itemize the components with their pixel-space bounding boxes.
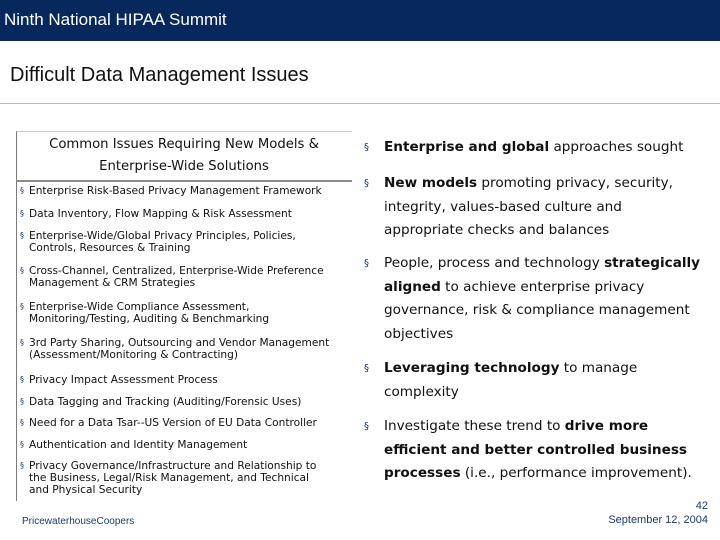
body-text: (i.e., performance improvement). [460, 465, 692, 481]
left-list-item-text: Cross-Channel, Centralized, Enterprise-Wide Preference Management & CRM Strategies [29, 265, 324, 289]
emphasis-text: New models [384, 175, 478, 191]
left-list-item [20, 301, 356, 325]
left-list-item [20, 396, 356, 408]
bullet-icon: § [364, 421, 369, 432]
left-list-item [20, 208, 356, 220]
bullet-icon: § [20, 302, 24, 311]
right-list-item [364, 172, 714, 243]
right-list-item [364, 136, 714, 160]
left-list-item-text: Enterprise-Wide/Global Privacy Principles, Policies, Controls, Resources & Training [29, 230, 296, 254]
body-text: People, process and technology [384, 255, 605, 271]
left-list-item-text: Data Inventory, Flow Mapping & Risk Assessment [29, 208, 292, 220]
right-list-item-text [364, 357, 714, 404]
bullet-icon: § [364, 258, 369, 269]
body-text: Investigate these trend to [384, 418, 565, 434]
emphasis-text: strategically aligned [384, 255, 701, 295]
body-text: to manage complexity [384, 360, 638, 400]
left-panel-heading: Common Issues Requiring New Models & Enterprise-Wide Solutions [49, 137, 319, 174]
left-list-item [20, 460, 356, 496]
page-number: 42 [695, 500, 708, 512]
left-list-item [20, 230, 356, 254]
left-list-item-text: Privacy Governance/Infrastructure and Relationship to the Business, Legal/Risk Management, and Technical and Physical Security [29, 460, 317, 496]
right-list-item-text [364, 136, 714, 160]
left-list-item [20, 417, 356, 429]
header-bar [0, 0, 720, 41]
bullet-icon: § [364, 363, 369, 374]
title-divider [0, 103, 720, 104]
company-logo-text: PricewaterhouseCoopers [22, 516, 135, 527]
bullet-icon: § [20, 461, 24, 470]
left-list-item [20, 439, 356, 451]
emphasis-text: Leveraging technology [384, 360, 560, 376]
bullet-icon: § [364, 178, 369, 189]
bullet-icon: § [20, 397, 24, 406]
left-list-item-text: 3rd Party Sharing, Outsourcing and Vendor Management (Assessment/Monitoring & Contracting) [29, 337, 330, 361]
left-list-item-text: Enterprise-Wide Compliance Assessment, Monitoring/Testing, Auditing & Benchmarking [29, 301, 270, 325]
bullet-icon: § [364, 142, 369, 153]
bullet-icon: § [20, 440, 24, 449]
left-list-item [20, 374, 356, 386]
right-list-item-text [364, 415, 714, 486]
right-list-item-text [364, 172, 714, 243]
emphasis-text: Enterprise and global [384, 139, 550, 155]
body-text: promoting privacy, security, integrity, values-based culture and appropriate checks and balances [384, 175, 674, 238]
left-list-item-text: Authentication and Identity Management [29, 439, 248, 451]
left-list-item [20, 337, 356, 361]
bullet-icon: § [20, 266, 24, 275]
footer-info [608, 499, 708, 527]
header-title: Ninth National HIPAA Summit [4, 10, 227, 29]
emphasis-text: drive more efficient and better controlled business processes [384, 418, 687, 481]
bullet-icon: § [20, 209, 24, 218]
body-text: approaches sought [549, 139, 684, 155]
right-list-item [364, 252, 714, 346]
left-list-item-text: Need for a Data Tsar--US Version of EU Data Controller [29, 417, 317, 429]
left-list-item-text: Privacy Impact Assessment Process [29, 374, 218, 386]
bullet-icon: § [20, 186, 24, 195]
right-list-item-text [364, 252, 714, 346]
bullet-icon: § [20, 375, 24, 384]
right-list-item [364, 415, 714, 486]
left-list-item-text: Data Tagging and Tracking (Auditing/Forensic Uses) [29, 396, 302, 408]
body-text: to achieve enterprise privacy governance, risk & compliance management objectives [384, 278, 690, 342]
bullet-icon: § [20, 418, 24, 427]
slide-title: Difficult Data Management Issues [10, 64, 309, 86]
left-list-item [20, 265, 356, 289]
bullet-icon: § [20, 338, 24, 347]
left-list-item [20, 185, 356, 197]
bullet-icon: § [20, 231, 24, 240]
right-list-item [364, 357, 714, 404]
presentation-date: September 12, 2004 [608, 514, 708, 526]
left-list-item-text: Enterprise Risk-Based Privacy Management Framework [29, 185, 322, 197]
left-panel-heading-divider [16, 180, 352, 182]
